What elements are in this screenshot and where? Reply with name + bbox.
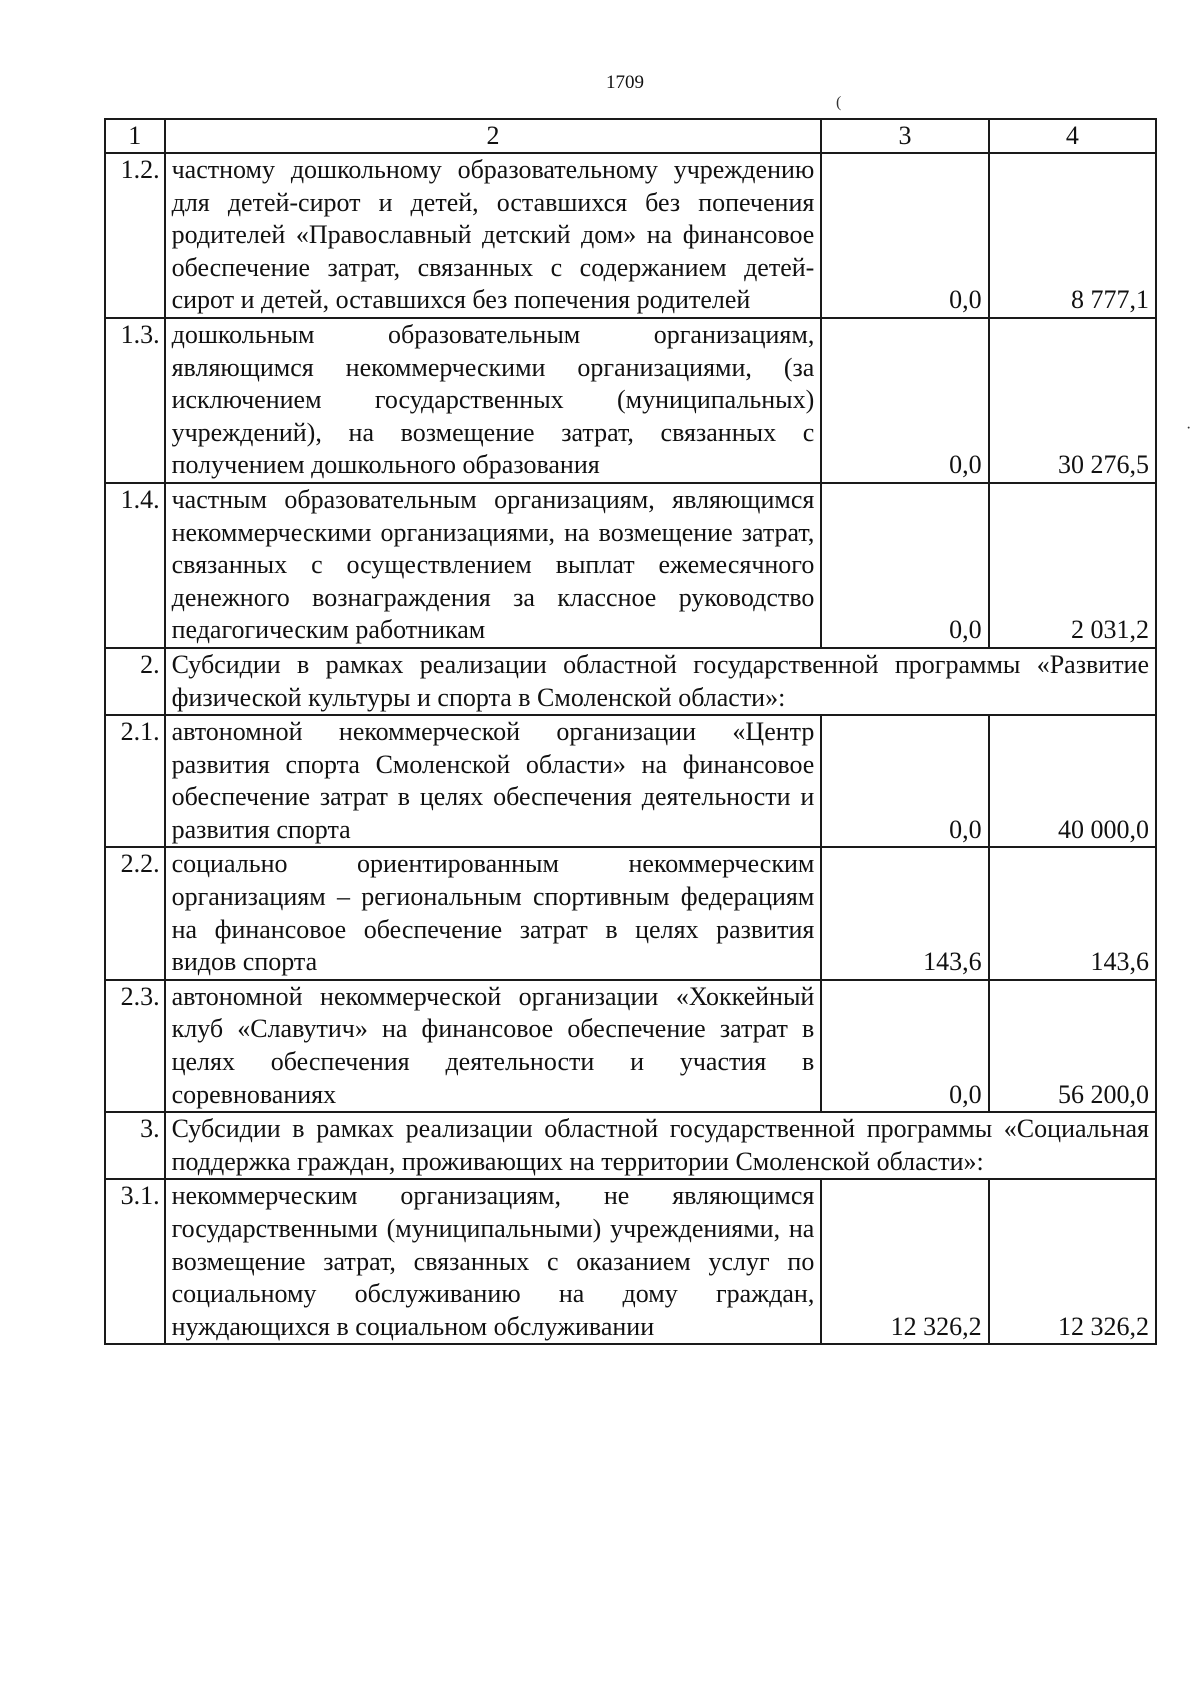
table-header-row [105,119,1156,153]
column-header-1: 1 [105,119,165,153]
column-header-3: 3 [821,119,988,153]
row-value-col3: 0,0 [821,153,988,318]
table-row [105,1179,1156,1344]
row-value-col3: 0,0 [821,980,988,1112]
row-value-col3: 143,6 [821,847,988,979]
page-number: 1709 [606,72,644,93]
scan-artifact: · [1186,420,1192,437]
row-description: некоммерческим организациям, не являющимся государственными (муниципальными) учреждениями, на возмещение затрат, связанных с оказанием услуг по социальному обслуживанию на дому граждан, нуждающихся в социальном обслуживании [165,1179,822,1344]
scan-artifact: ( [836,94,842,111]
section-row [105,1112,1156,1179]
table-row [105,153,1156,318]
row-value-col4: 8 777,1 [989,153,1156,318]
table-row [105,483,1156,648]
row-description: автономной некоммерческой организации «Центр развития спорта Смоленской области» на финансовое обеспечение затрат в целях обеспечения деятельности и развития спорта [165,715,822,847]
row-number: 2.3. [105,980,165,1112]
row-value-col4: 30 276,5 [989,318,1156,483]
row-number: 3.1. [105,1179,165,1344]
row-description: автономной некоммерческой организации «Хоккейный клуб «Славутич» на финансовое обеспечение затрат в целях обеспечения деятельности и участия в соревнованиях [165,980,822,1112]
row-value-col4: 12 326,2 [989,1179,1156,1344]
row-value-col3: 12 326,2 [821,1179,988,1344]
table-row [105,318,1156,483]
row-number: 1.4. [105,483,165,648]
row-value-col4: 143,6 [989,847,1156,979]
column-header-4: 4 [989,119,1156,153]
row-number: 1.3. [105,318,165,483]
row-description: социально ориентированным некоммерческим организациям – региональным спортивным федерациям на финансовое обеспечение затрат в целях развития видов спорта [165,847,822,979]
row-value-col3: 0,0 [821,318,988,483]
row-description: частным образовательным организациям, являющимся некоммерческими организациями, на возмещение затрат, связанных с осуществлением выплат ежемесячного денежного вознаграждения за классное руководство педагогическим работникам [165,483,822,648]
subsidy-table [104,118,1157,1345]
row-description: частному дошкольному образовательному учреждению для детей-сирот и детей, оставшихся без попечения родителей «Православный детский дом» на финансовое обеспечение затрат, связанных с содержанием детей-сирот и детей, оставшихся без попечения родителей [165,153,822,318]
row-number: 2.2. [105,847,165,979]
row-value-col4: 2 031,2 [989,483,1156,648]
section-title: Субсидии в рамках реализации областной государственной программы «Социальная поддержка граждан, проживающих на территории Смоленской области»: [165,1112,1156,1179]
table-row [105,847,1156,979]
section-title: Субсидии в рамках реализации областной государственной программы «Развитие физической культуры и спорта в Смоленской области»: [165,648,1156,715]
row-description: дошкольным образовательным организациям, являющимся некоммерческими организациями, (за исключением государственных (муниципальных) учреждений), на возмещение затрат, связанных с получением дошкольного образования [165,318,822,483]
section-number: 3. [105,1112,165,1179]
row-value-col3: 0,0 [821,715,988,847]
row-value-col4: 56 200,0 [989,980,1156,1112]
column-header-2: 2 [165,119,822,153]
section-row [105,648,1156,715]
row-value-col4: 40 000,0 [989,715,1156,847]
section-number: 2. [105,648,165,715]
row-number: 1.2. [105,153,165,318]
row-value-col3: 0,0 [821,483,988,648]
table-row [105,715,1156,847]
row-number: 2.1. [105,715,165,847]
table-row [105,980,1156,1112]
